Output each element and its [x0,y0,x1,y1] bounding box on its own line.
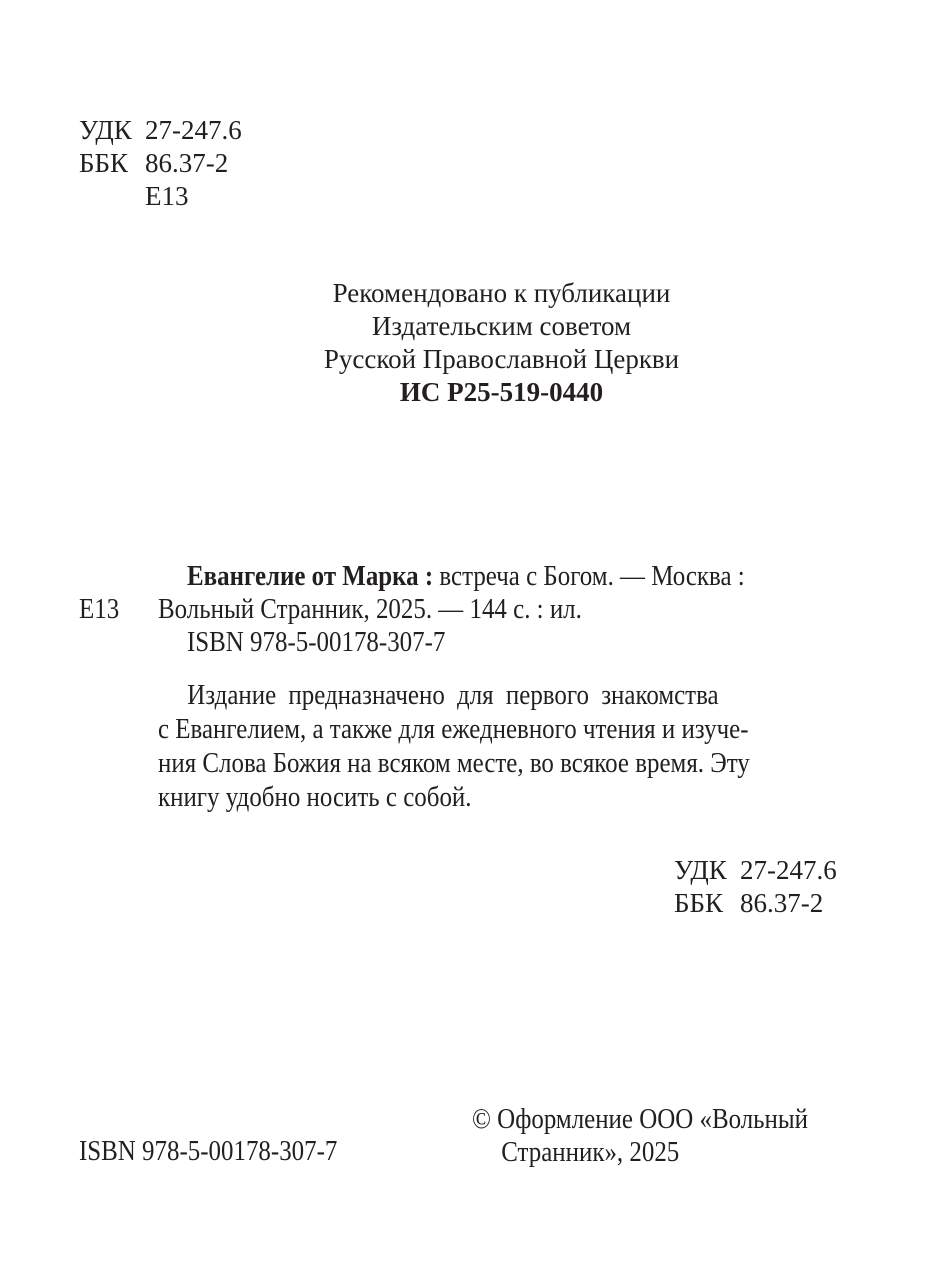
recommendation-line-3: Русской Православной Церкви [323,344,680,374]
recommendation-code: ИС Р25-519-0440 [399,377,604,407]
footer-bbk-row [674,887,837,920]
classification-codes-bottom [674,854,837,920]
copyright-line-2: Странник», 2025 [501,1136,680,1168]
catalog-author-mark: Е13 [79,593,120,625]
annotation-paragraph [158,679,848,815]
classification-codes-top [79,114,242,213]
book-subtitle: встреча с Богом. — Москва : [433,560,745,592]
bbk-row [79,147,242,180]
footer-udk-value: 27-247.6 [740,855,837,885]
catalog-line-2 [79,593,879,626]
catalog-title-line [187,560,745,593]
copyright-block [472,1103,863,1169]
recommendation-line-2: Издательским советом [371,311,632,341]
catalog-line-3 [79,626,879,659]
recommendation-line-1: Рекомендовано к публикации [332,278,671,308]
catalog-publisher: Вольный Странник, 2025. — 144 с. : ил. [158,593,582,625]
annotation-line-2: с Евангелием, а также для ежедневного чтения и изуче- [158,713,749,745]
footer-bbk-label: ББК [674,888,724,918]
footer-udk-label: УДК [674,855,727,885]
bbk-label: ББК [79,148,129,178]
annotation-line-4: книгу удобно носить с собой. [158,781,472,813]
catalog-isbn: ISBN 978-5-00178-307-7 [187,626,446,658]
udk-label: УДК [79,115,132,145]
catalog-line-1 [79,560,879,593]
footer-udk-row [674,854,837,887]
footer-bbk-value: 86.37-2 [740,888,824,918]
annotation-line-3: ния Слова Божия на всяком месте, во всякое время. Эту [158,747,750,779]
footer-isbn: ISBN 978-5-00178-307-7 [79,1135,338,1167]
annotation-line-1: Издание предназначено для первого знакомства [187,679,719,711]
udk-row [79,114,242,147]
book-title: Евангелие от Марка : [187,560,434,592]
bbk-value: 86.37-2 [145,148,229,178]
author-mark: Е13 [145,181,189,211]
catalog-entry [79,560,879,659]
udk-value: 27-247.6 [145,115,242,145]
recommendation-block [0,277,935,409]
copyright-line-1: © Оформление ООО «Вольный [472,1103,809,1135]
